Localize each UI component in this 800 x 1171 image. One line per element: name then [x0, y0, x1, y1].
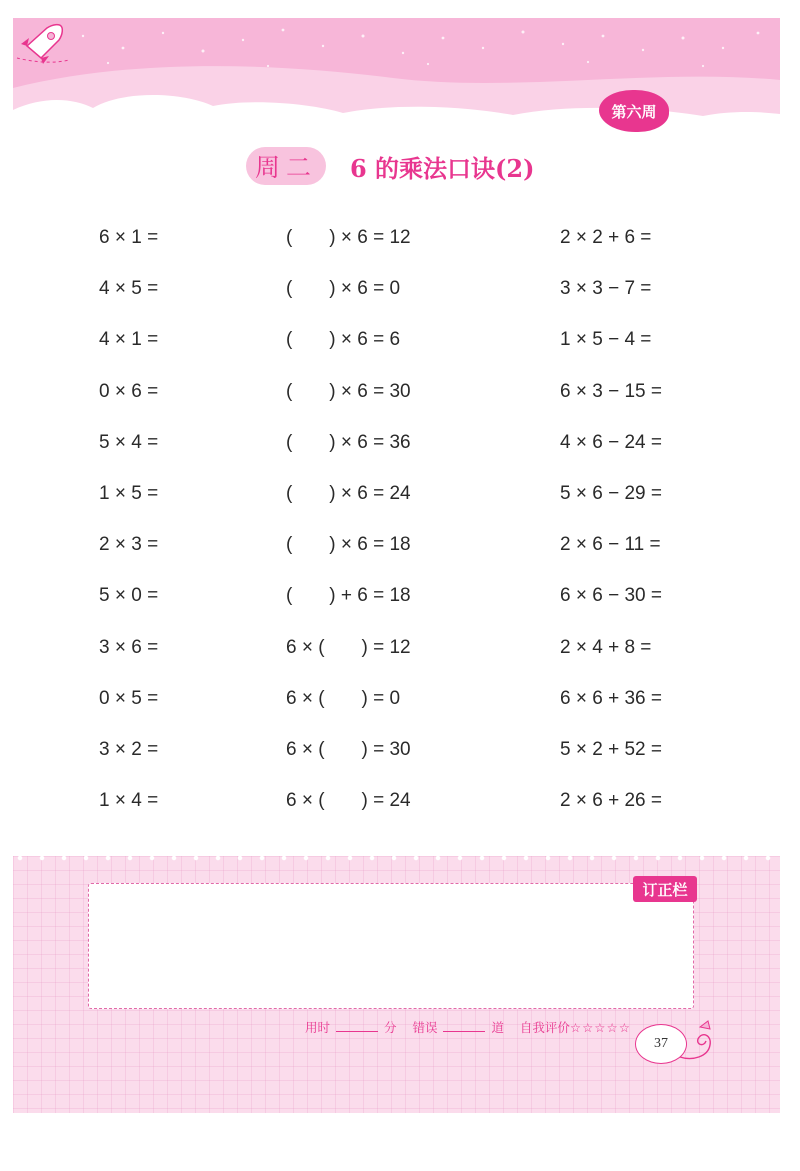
- problem-fill-blank[interactable]: ( ) × 6 = 24: [286, 482, 411, 504]
- problem-mixed[interactable]: 5 × 6 − 29 =: [560, 482, 662, 504]
- page-title: [246, 145, 534, 187]
- correction-label: 订正栏: [633, 876, 697, 902]
- problem-row: [0, 735, 800, 786]
- problem-multiplication[interactable]: 4 × 1 =: [99, 329, 159, 351]
- problem-mixed[interactable]: 3 × 3 − 7 =: [560, 278, 652, 300]
- problem-multiplication[interactable]: 0 × 5 =: [99, 687, 159, 709]
- problem-fill-blank[interactable]: ( ) × 6 = 6: [286, 329, 401, 351]
- problem-multiplication[interactable]: 5 × 0 =: [99, 585, 159, 607]
- problem-row: [0, 223, 800, 274]
- problem-multiplication[interactable]: 1 × 4 =: [99, 790, 159, 812]
- lesson-title: 6 的乘法口诀(2): [350, 153, 535, 183]
- problem-multiplication[interactable]: 0 × 6 =: [99, 380, 159, 402]
- problem-multiplication[interactable]: 1 × 5 =: [99, 482, 159, 504]
- rocket-icon: [13, 18, 73, 66]
- problem-row: [0, 581, 800, 632]
- day-label: 周二: [246, 147, 326, 185]
- problem-row: [0, 325, 800, 376]
- problem-grid: [0, 223, 800, 837]
- problem-multiplication[interactable]: 2 × 3 =: [99, 534, 159, 556]
- problem-row: [0, 274, 800, 325]
- correction-area: [13, 856, 780, 1113]
- problem-fill-blank[interactable]: 6 × ( ) = 30: [286, 738, 411, 760]
- problem-fill-blank[interactable]: ( ) + 6 = 18: [286, 585, 411, 607]
- problem-row: [0, 428, 800, 479]
- problem-row: [0, 530, 800, 581]
- time-label: 用时: [305, 1020, 331, 1035]
- correction-box[interactable]: [88, 883, 694, 1009]
- problem-mixed[interactable]: 6 × 6 − 30 =: [560, 585, 662, 607]
- problem-multiplication[interactable]: 4 × 5 =: [99, 278, 159, 300]
- problem-fill-blank[interactable]: 6 × ( ) = 12: [286, 636, 411, 658]
- problem-mixed[interactable]: 1 × 5 − 4 =: [560, 329, 652, 351]
- page-number: 37: [635, 1024, 687, 1064]
- time-blank[interactable]: [336, 1019, 378, 1032]
- problem-fill-blank[interactable]: ( ) × 6 = 18: [286, 534, 411, 556]
- week-badge: 第六周: [599, 90, 669, 132]
- problem-mixed[interactable]: 6 × 3 − 15 =: [560, 380, 662, 402]
- errors-blank[interactable]: [443, 1019, 485, 1032]
- problem-fill-blank[interactable]: ( ) × 6 = 0: [286, 278, 401, 300]
- problem-row: [0, 786, 800, 837]
- rating-stars[interactable]: ☆☆☆☆☆: [569, 1020, 631, 1035]
- problem-row: [0, 684, 800, 735]
- minutes-unit: 分: [384, 1020, 397, 1035]
- problem-fill-blank[interactable]: 6 × ( ) = 0: [286, 687, 401, 709]
- problem-row: [0, 377, 800, 428]
- problem-multiplication[interactable]: 3 × 2 =: [99, 738, 159, 760]
- swirl-icon: [678, 1017, 718, 1067]
- problem-fill-blank[interactable]: ( ) × 6 = 12: [286, 227, 411, 248]
- problem-mixed[interactable]: 2 × 4 + 8 =: [560, 636, 652, 658]
- problem-row: [0, 479, 800, 530]
- problem-fill-blank[interactable]: ( ) × 6 = 30: [286, 380, 411, 402]
- header-banner: [13, 18, 780, 133]
- problem-multiplication[interactable]: 6 × 1 =: [99, 227, 159, 248]
- problem-mixed[interactable]: 2 × 6 + 26 =: [560, 790, 662, 812]
- problem-fill-blank[interactable]: 6 × ( ) = 24: [286, 790, 411, 812]
- errors-label: 错误: [412, 1020, 438, 1035]
- problem-multiplication[interactable]: 3 × 6 =: [99, 636, 159, 658]
- self-eval-label: 自我评价: [519, 1020, 570, 1035]
- problem-mixed[interactable]: 2 × 6 − 11 =: [560, 534, 661, 556]
- torn-edge: [13, 856, 780, 870]
- questions-unit: 道: [491, 1020, 504, 1035]
- problem-mixed[interactable]: 6 × 6 + 36 =: [560, 687, 662, 709]
- problem-mixed[interactable]: 2 × 2 + 6 =: [560, 227, 652, 248]
- problem-row: [0, 633, 800, 684]
- problem-multiplication[interactable]: 5 × 4 =: [99, 431, 159, 453]
- problem-mixed[interactable]: 4 × 6 − 24 =: [560, 431, 662, 453]
- problem-mixed[interactable]: 5 × 2 + 52 =: [560, 738, 662, 760]
- problem-fill-blank[interactable]: ( ) × 6 = 36: [286, 431, 411, 453]
- self-record-line: [305, 1018, 631, 1036]
